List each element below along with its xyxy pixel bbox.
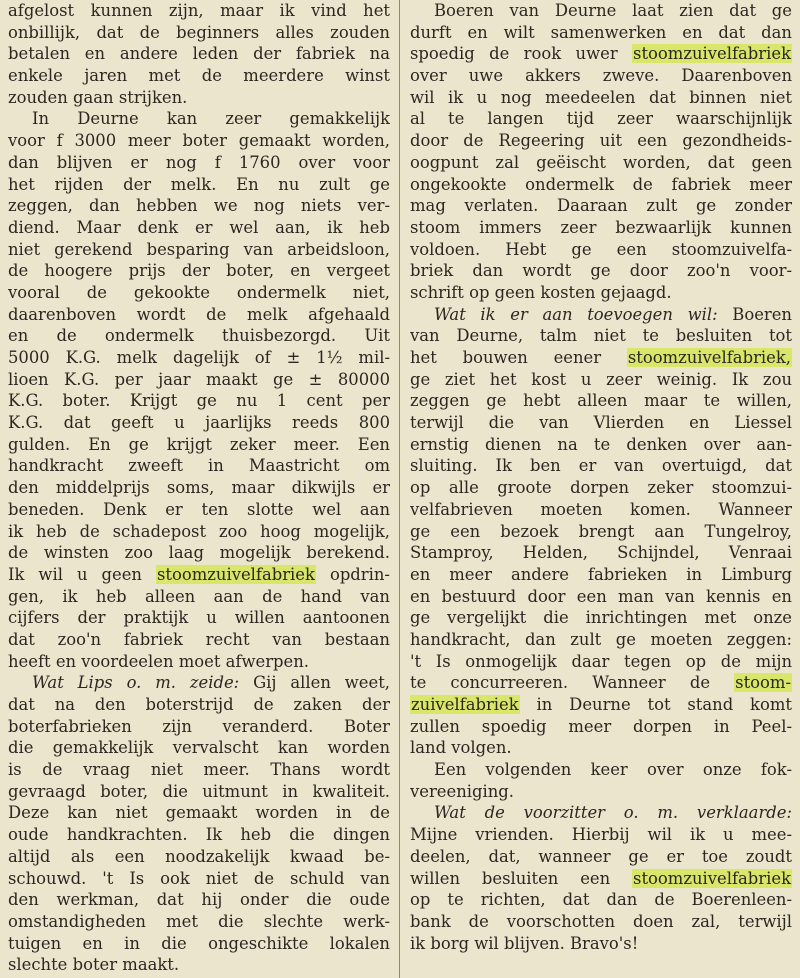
text-line: stoom immers zeer bezwaarlijk kunnen — [410, 217, 792, 237]
text-line: dat na den boterstrijd de zaken der — [8, 695, 390, 714]
text-line: oude handkrachten. Ik heb die dingen — [8, 825, 390, 845]
text-line: afgelost kunnen zijn, maar ik vind het — [8, 1, 390, 20]
text-segment: Boeren — [717, 304, 792, 324]
text-line — [8, 672, 390, 694]
text-line: Stamproy, Helden, Schijndel, Venraai — [410, 543, 792, 563]
search-highlight: zuivelfabriek — [411, 695, 519, 714]
text-line: slechte boter maakt. — [8, 955, 180, 975]
text-line: al te langen tijd zeer waarschijnlijk — [410, 109, 792, 129]
left-column — [8, 0, 390, 976]
text-line: sluiting. Ik ben er van overtuigd, dat — [410, 456, 792, 476]
text-line: cijfers der praktijk u willen aantoonen — [8, 608, 390, 628]
text-line: Boeren van Deurne laat zien dat ge — [434, 1, 792, 20]
text-line: handkracht zweeft in Maastricht om — [8, 456, 390, 476]
text-line: 5000 K.G. melk dagelijk of ± 1½ mil- — [8, 348, 390, 367]
text-line: ge ziet het kost u zeer weinig. Ik zou — [410, 369, 792, 389]
search-highlight: stoom- — [735, 673, 791, 693]
text-segment: opdrin- — [315, 564, 390, 584]
text-line: oogpunt zal geëischt worden, dat geen — [410, 152, 792, 172]
text-line: briek dan wordt ge door zoo'n voor- — [410, 261, 792, 281]
text-segment: te concurreeren. Wanneer de — [410, 673, 735, 693]
text-segment: spoedig de rook uwer — [410, 44, 633, 64]
speaker-intro: Wat de voorzitter o. m. verklaarde: — [434, 803, 792, 823]
text-line: enkele jaren met de meerdere winst — [8, 66, 390, 86]
text-line: voor f 3000 meer boter gemaakt worden, — [8, 131, 390, 151]
text-line: het rijden der melk. En nu zult ge — [8, 174, 390, 194]
text-line: Een volgenden keer over onze fok- — [434, 760, 792, 780]
text-line: vereeniging. — [410, 781, 514, 801]
text-line: en de ondermelk thuisbezorgd. Uit — [8, 326, 390, 346]
text-line: en bestuurd door een man van kennis en — [410, 586, 792, 606]
search-highlight: stoomzuivelfabriek, — [627, 348, 791, 367]
text-line: zeggen, dan hebben we nog niets ver- — [8, 196, 390, 216]
text-line: ik heb de schadepost zoo hoog mogelijk, — [8, 521, 390, 541]
text-line: K.G. boter. Krijgt ge nu 1 cent per — [8, 391, 390, 411]
text-line: ge een bezoek brengt aan Tungelroy, — [410, 521, 792, 541]
text-line: deelen, dat, wanneer ge er toe zoudt — [410, 846, 792, 866]
text-line: bank de voorschotten doen zal, terwijl — [410, 911, 792, 931]
text-line: dat zoo'n fabriek recht van bestaan — [8, 629, 390, 649]
text-line: wil ik u nog meedeelen dat binnen niet — [410, 87, 792, 107]
text-line: zeggen ge hebt alleen maar te willen, — [410, 391, 792, 411]
text-line: ge vergelijkt die inrichtingen met onze — [410, 608, 792, 628]
text-line: lioen K.G. per jaar maakt ge ± 80000 — [8, 369, 390, 389]
text-line: boterfabrieken zijn veranderd. Boter — [8, 716, 390, 736]
text-line: die gemakkelijk vervalscht kan worden — [8, 738, 390, 758]
text-line: Deze kan niet gemaakt worden in de — [8, 803, 390, 823]
search-highlight: stoomzuivelfabriek — [633, 868, 791, 888]
text-line — [8, 564, 390, 586]
text-line — [410, 694, 792, 716]
speaker-intro: Wat Lips o. m. zeide: — [32, 673, 240, 693]
text-segment: willen besluiten een — [410, 868, 633, 888]
text-line: durft en wilt samenwerken en dat dan — [410, 22, 792, 42]
text-line: diend. Maar denk er wel aan, ik heb — [8, 217, 390, 237]
text-line — [410, 43, 792, 65]
text-line: de winsten zoo laag mogelijk berekend. — [8, 543, 390, 563]
text-line — [410, 802, 792, 824]
text-line: onbillijk, dat de beginners alles zouden — [8, 22, 390, 42]
text-line: van Deurne, talm niet te besluiten tot — [410, 326, 792, 346]
text-line: mag verlaten. Daaraan zult ge zonder — [410, 196, 792, 216]
text-line: velfabrieven moeten komen. Wanneer — [410, 499, 792, 519]
text-line: land volgen. — [410, 738, 512, 758]
text-line: K.G. dat geeft u jaarlijks reeds 800 — [8, 413, 390, 433]
text-line: ik borg wil blijven. Bravo's! — [410, 933, 639, 953]
text-line: schrift op geen kosten gejaagd. — [410, 282, 672, 302]
text-line: altijd als een noodzakelijk kwaad be- — [8, 846, 390, 866]
text-line: op alle groote dorpen zeker stoomzui- — [410, 478, 792, 498]
search-highlight: stoomzuivelfabriek — [156, 564, 315, 584]
text-line: zouden gaan strijken. — [8, 87, 188, 107]
text-line: gevraagd boter, die uitmunt in kwaliteit. — [8, 781, 390, 801]
text-line: vooral de gekookte ondermelk niet, — [8, 282, 390, 302]
text-segment: Ik wil u geen — [8, 564, 156, 584]
text-line: terwijl die van Vlierden en Liessel — [410, 413, 792, 433]
text-line: heeft en voordeelen moet afwerpen. — [8, 651, 309, 671]
text-line: de hoogere prijs der boter, en vergeet — [8, 261, 390, 281]
text-line: daarenboven wordt de melk afgehaald — [8, 304, 390, 324]
text-line: dan blijven er nog f 1760 over voor — [8, 152, 390, 172]
text-line: door de Regeering uit een gezondheids- — [410, 131, 792, 151]
text-line: is de vraag niet meer. Thans wordt — [8, 760, 390, 780]
text-line: gen, ik heb alleen aan de hand van — [8, 586, 390, 606]
text-line: zullen spoedig meer dorpen in Peel- — [410, 716, 792, 736]
text-line: ongekookte ondermelk de fabriek meer — [410, 174, 792, 194]
text-line: schouwd. 't Is ook niet de schuld van — [8, 868, 390, 888]
text-line — [410, 868, 792, 890]
text-segment: in Deurne tot stand komt — [519, 695, 792, 714]
text-line — [410, 347, 792, 369]
text-line: niet gerekend besparing van arbeidsloon, — [8, 239, 390, 259]
text-segment: het bouwen eener — [410, 348, 627, 367]
text-line: gulden. En ge krijgt zeker meer. Een — [8, 434, 390, 454]
text-line — [410, 304, 792, 326]
text-line — [410, 672, 792, 694]
text-line: handkracht, dan zult ge moeten zeggen: — [410, 629, 792, 649]
search-highlight: stoomzuivelfabriek — [633, 44, 791, 64]
text-line: betalen en andere leden der fabriek na — [8, 44, 390, 64]
speaker-intro: Wat ik er aan toevoegen wil: — [434, 304, 718, 324]
text-line: Mijne vrienden. Hierbij wil ik u mee- — [410, 825, 792, 845]
text-line: voldoen. Hebt ge een stoomzuivelfa- — [410, 239, 792, 259]
text-segment: Gij allen weet, — [239, 673, 390, 693]
text-line: den werkman, dat hij onder die oude — [8, 890, 390, 910]
text-line: op te richten, dat dan de Boerenleen- — [410, 890, 792, 910]
column-divider — [399, 0, 400, 978]
text-line: 't Is onmogelijk daar tegen op de mijn — [410, 651, 792, 671]
text-line: beneden. Denk er ten slotte wel aan — [8, 499, 390, 519]
text-line: en meer andere fabrieken in Limburg — [410, 564, 792, 584]
text-line: omstandigheden met die slechte werk- — [8, 911, 390, 931]
text-line: den middelprijs soms, maar dikwijls er — [8, 478, 390, 498]
text-line: In Deurne kan zeer gemakkelijk — [32, 109, 390, 129]
text-line: tuigen en in die ongeschikte lokalen — [8, 933, 390, 953]
text-line: ernstig dienen na te denken over aan- — [410, 434, 792, 454]
text-line: over uwe akkers zweve. Daarenboven — [410, 66, 792, 86]
right-column — [410, 0, 792, 954]
